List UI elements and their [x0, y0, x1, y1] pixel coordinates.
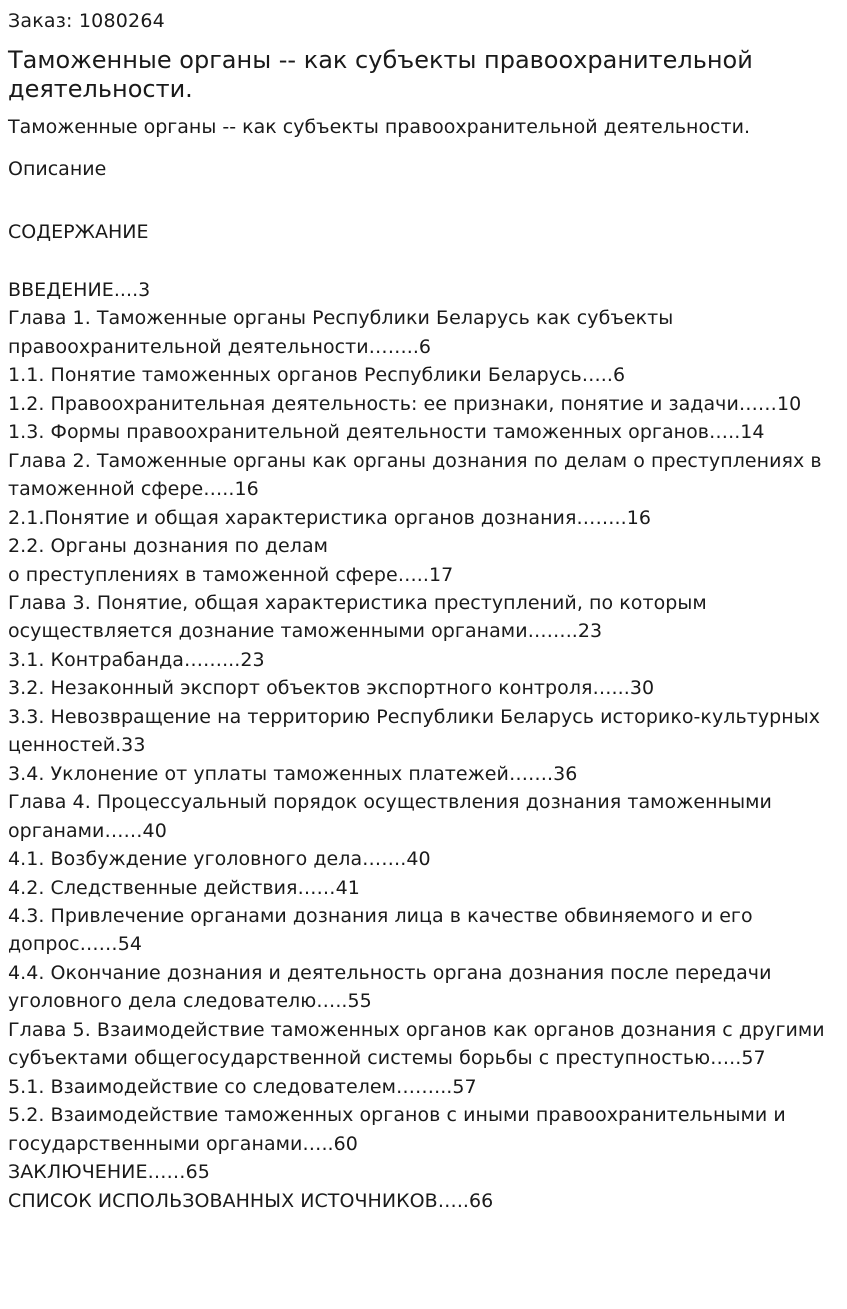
description-heading: Описание: [8, 158, 107, 180]
toc-line: 3.1. Контрабанда……...23: [8, 648, 265, 671]
toc-line: Глава 5. Взаимодействие таможенных органов как органов дознания с другими: [8, 1018, 825, 1041]
toc-line: 3.3. Невозвращение на территорию Республики Беларусь историко-культурных: [8, 705, 821, 728]
page-subtitle: Таможенные органы -- как субъекты правоохранительной деятельности.: [8, 116, 750, 138]
toc-line: таможенной сфере…..16: [8, 478, 259, 501]
toc-line: 4.3. Привлечение органами дознания лица в качестве обвиняемого и его: [8, 904, 753, 927]
toc-line: Глава 1. Таможенные органы Республики Беларусь как субъекты: [8, 307, 674, 330]
toc-line: Глава 2. Таможенные органы как органы дознания по делам о преступлениях в: [8, 449, 822, 472]
contents-heading: СОДЕРЖАНИЕ: [8, 221, 149, 243]
toc-line: органами……40: [8, 819, 167, 842]
toc-line: правоохранительной деятельности……..6: [8, 335, 432, 358]
page-title: Таможенные органы -- как субъекты правоохранительной деятельности.: [8, 46, 753, 103]
toc-line: 2.1.Понятие и общая характеристика органов дознания……..16: [8, 506, 651, 529]
toc-line: 3.2. Незаконный экспорт объектов экспортного контроля…...30: [8, 677, 655, 700]
table-of-contents: [8, 276, 838, 1215]
toc-line: 5.1. Взаимодействие со следователем……...57: [8, 1075, 477, 1098]
toc-line: 1.1. Понятие таможенных органов Республики Беларусь…..6: [8, 364, 626, 387]
toc-line: ценностей.33: [8, 734, 146, 757]
toc-line: Глава 4. Процессуальный порядок осуществления дознания таможенными: [8, 791, 772, 814]
toc-line: государственными органами…..60: [8, 1132, 358, 1155]
toc-line: ЗАКЛЮЧЕНИЕ……65: [8, 1161, 210, 1184]
toc-line: ВВЕДЕНИЕ....3: [8, 279, 151, 301]
toc-line: 4.2. Следственные действия……41: [8, 876, 360, 899]
toc-line: 5.2. Взаимодействие таможенных органов с иными правоохранительными и: [8, 1104, 786, 1127]
toc-line: 3.4. Уклонение от уплаты таможенных платежей…….36: [8, 762, 578, 785]
toc-line: субъектами общегосударственной системы борьбы с преступностью…..57: [8, 1047, 766, 1070]
order-number: Заказ: 1080264: [8, 10, 165, 32]
toc-line: допрос……54: [8, 933, 142, 956]
toc-line: 2.2. Органы дознания по делам: [8, 535, 329, 558]
toc-line: Глава 3. Понятие, общая характеристика преступлений, по которым: [8, 591, 707, 614]
toc-line: 1.3. Формы правоохранительной деятельности таможенных органов…..14: [8, 421, 765, 444]
toc-line: осуществляется дознание таможенными органами……..23: [8, 620, 603, 643]
toc-line: СПИСОК ИСПОЛЬЗОВАННЫХ ИСТОЧНИКОВ…..66: [8, 1189, 494, 1212]
toc-line: уголовного дела следователю…..55: [8, 990, 372, 1013]
toc-line: о преступлениях в таможенной сфере…..17: [8, 563, 454, 586]
toc-line: 1.2. Правоохранительная деятельность: ее признаки, понятие и задачи……10: [8, 392, 802, 415]
toc-line: 4.1. Возбуждение уголовного дела…….40: [8, 848, 431, 871]
toc-line: 4.4. Окончание дознания и деятельность органа дознания после передачи: [8, 961, 772, 984]
